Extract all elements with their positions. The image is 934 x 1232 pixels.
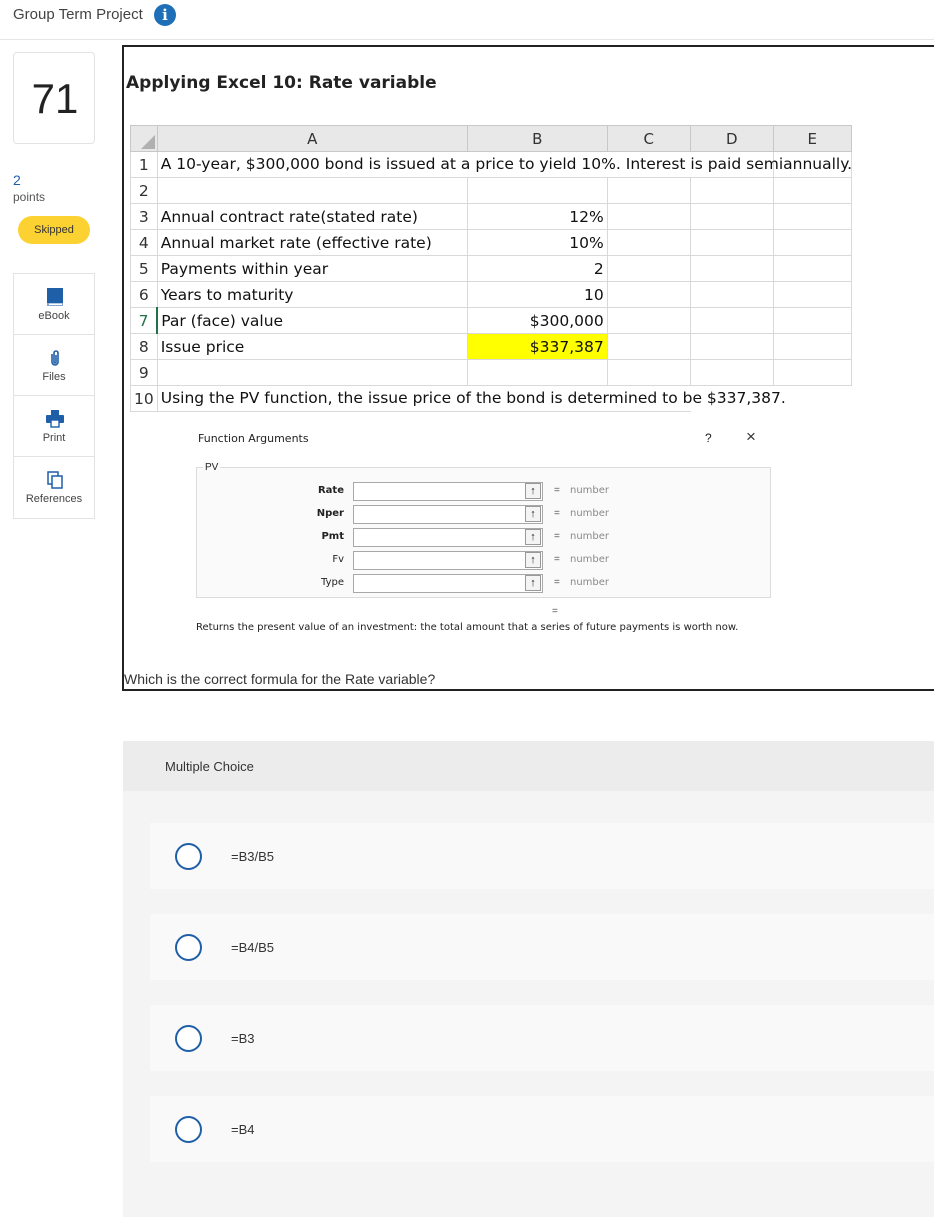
column-header-e: E [773, 126, 851, 152]
row-header: 9 [131, 360, 158, 386]
arg-rate-input [353, 482, 543, 501]
choice-option-3[interactable] [150, 1005, 934, 1071]
cell-b8-issue-price: $337,387 [467, 334, 607, 360]
multiple-choice-label: Multiple Choice [165, 759, 254, 774]
table-row [131, 152, 852, 178]
files-label: Files [42, 371, 66, 383]
row-header: 1 [131, 152, 158, 178]
close-icon: × [746, 427, 756, 446]
printer-icon [45, 409, 65, 429]
question-number: 71 [31, 75, 79, 122]
radio-button[interactable] [175, 843, 202, 870]
cell-a10-text: Using the PV function, the issue price of the bond is determined to be $337,387. [160, 389, 786, 407]
book-icon [45, 287, 65, 307]
references-button[interactable] [14, 457, 94, 518]
arg-value: number [570, 485, 610, 496]
row-header: 2 [131, 178, 158, 204]
help-icon: ? [705, 431, 712, 445]
points-label: points [13, 190, 46, 204]
radio-button[interactable] [175, 1025, 202, 1052]
cell-a1-text: A 10-year, $300,000 bond is issued at a price to yield 10%. Interest is paid semiannually. [160, 155, 853, 173]
radio-button[interactable] [175, 934, 202, 961]
info-icon[interactable]: i [154, 4, 176, 26]
question-panel [122, 45, 934, 691]
table-row [131, 204, 852, 230]
table-row [131, 256, 852, 282]
dialog-title: Function Arguments [198, 432, 309, 445]
spreadsheet [130, 125, 852, 412]
multiple-choice-panel [123, 741, 934, 1217]
points-value: 2 [13, 172, 21, 188]
choice-text: =B4/B5 [231, 940, 275, 955]
arg-nper-input [353, 505, 543, 524]
row-header: 10 [131, 386, 158, 412]
cell-a7: Par (face) value [157, 308, 467, 334]
cell-b7: $300,000 [467, 308, 607, 334]
multiple-choice-header [123, 741, 934, 791]
arg-type-row: Type ↑ = number [197, 574, 772, 594]
table-row [131, 178, 852, 204]
choice-text: =B3 [231, 1031, 255, 1046]
arg-value: number [570, 577, 610, 588]
arg-label: Pmt [321, 531, 344, 542]
choice-option-1[interactable] [150, 823, 934, 889]
arg-rate-row: Rate ↑ = number [197, 482, 772, 502]
choice-option-2[interactable] [150, 914, 934, 980]
column-header-d: D [690, 126, 773, 152]
tool-list [13, 273, 95, 519]
arg-value: number [570, 554, 610, 565]
cell-b3: 12% [467, 204, 607, 230]
argument-group [196, 462, 771, 598]
result-equals: = [552, 606, 558, 617]
cell-a10 [157, 386, 786, 412]
files-button[interactable] [14, 335, 94, 396]
row-header: 3 [131, 204, 158, 230]
references-label: References [25, 493, 83, 505]
arg-nper-row: Nper ↑ = number [197, 505, 772, 525]
row-header: 7 [131, 308, 158, 334]
cell-a4: Annual market rate (effective rate) [157, 230, 467, 256]
arg-label: Type [321, 577, 344, 588]
arg-label: Fv [332, 554, 344, 565]
radio-button[interactable] [175, 1116, 202, 1143]
choice-text: =B3/B5 [231, 849, 275, 864]
top-bar [0, 0, 934, 40]
table-row [131, 308, 852, 334]
paperclip-icon [45, 348, 65, 368]
cell-a6: Years to maturity [157, 282, 467, 308]
function-arguments-dialog [190, 425, 780, 640]
row-header: 5 [131, 256, 158, 282]
cell-a1 [157, 152, 853, 178]
cell-b6: 10 [467, 282, 607, 308]
table-row [131, 386, 852, 412]
row-header: 6 [131, 282, 158, 308]
print-button[interactable] [14, 396, 94, 457]
select-all-corner [131, 126, 158, 152]
column-header-b: B [467, 126, 607, 152]
row-header: 8 [131, 334, 158, 360]
row-header: 4 [131, 230, 158, 256]
ebook-button[interactable] [14, 274, 94, 335]
table-row [131, 334, 852, 360]
arg-pmt-input [353, 528, 543, 547]
table-row [131, 360, 852, 386]
arg-value: number [570, 531, 610, 542]
function-description: Returns the present value of an investment: the total amount that a series of future payments is worth now. [196, 622, 739, 633]
collapse-arrow-icon: ↑ [525, 575, 541, 591]
collapse-arrow-icon: ↑ [525, 552, 541, 568]
arg-type-input [353, 574, 543, 593]
collapse-arrow-icon: ↑ [525, 529, 541, 545]
collapse-arrow-icon: ↑ [525, 483, 541, 499]
arg-pmt-row: Pmt ↑ = number [197, 528, 772, 548]
assignment-title: Group Term Project [13, 6, 143, 23]
question-number-box [13, 52, 95, 144]
arg-fv-input [353, 551, 543, 570]
question-title: Applying Excel 10: Rate variable [126, 73, 437, 93]
arg-label: Rate [317, 485, 344, 496]
arg-fv-row: Fv ↑ = number [197, 551, 772, 571]
table-row [131, 230, 852, 256]
copy-icon [45, 470, 65, 490]
cell-a8: Issue price [157, 334, 467, 360]
cell-a5: Payments within year [157, 256, 467, 282]
function-name: PV [205, 462, 219, 473]
arg-label: Nper [316, 508, 344, 519]
column-header-c: C [607, 126, 690, 152]
cell-b5: 2 [467, 256, 607, 282]
column-header-a: A [157, 126, 467, 152]
ebook-label: eBook [38, 310, 70, 322]
choice-option-4[interactable] [150, 1096, 934, 1162]
collapse-arrow-icon: ↑ [525, 506, 541, 522]
cell-b4: 10% [467, 230, 607, 256]
arg-value: number [570, 508, 610, 519]
column-header-row [131, 126, 852, 152]
cell-a3: Annual contract rate(stated rate) [157, 204, 467, 230]
print-label: Print [42, 432, 66, 444]
status-badge: Skipped [18, 216, 90, 244]
table-row [131, 282, 852, 308]
question-prompt: Which is the correct formula for the Rate variable? [124, 671, 436, 687]
choice-text: =B4 [231, 1122, 255, 1137]
